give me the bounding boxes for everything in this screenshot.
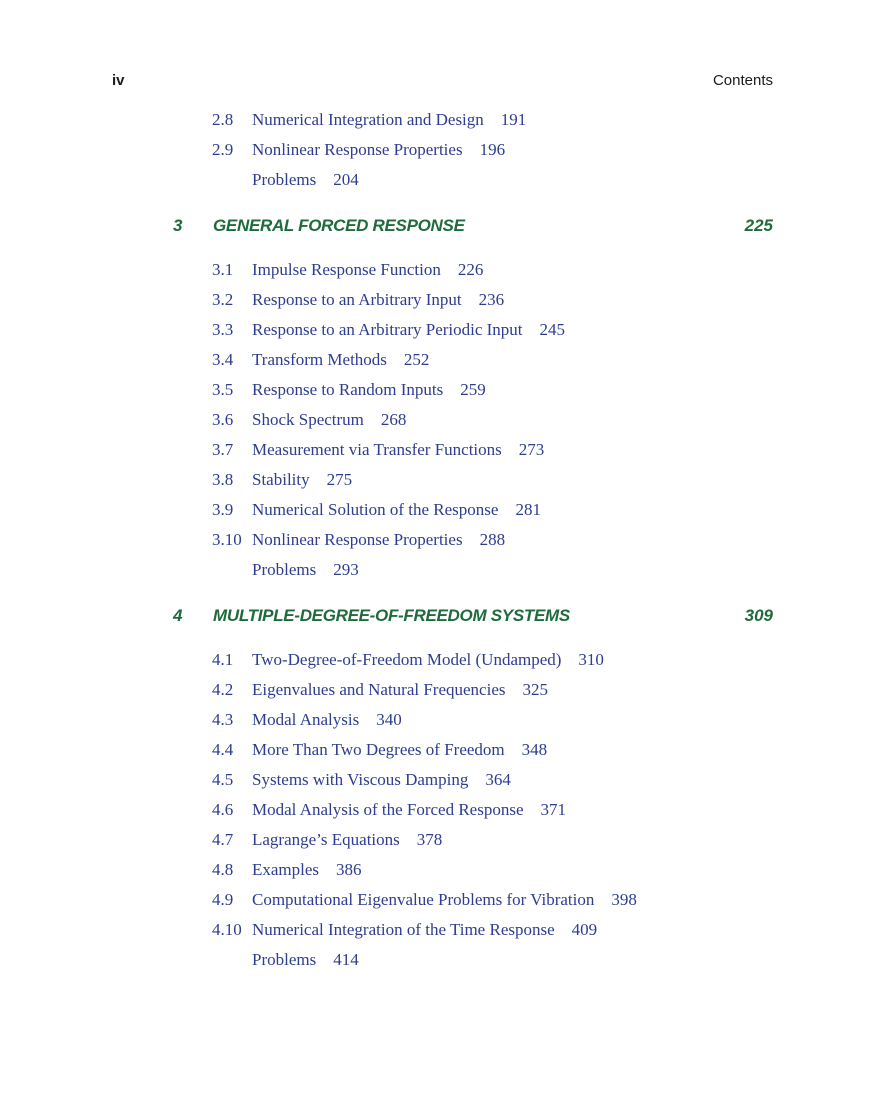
section-number: 4.5 — [212, 770, 234, 789]
toc-entry[interactable] — [0, 315, 885, 345]
section-title: Shock Spectrum — [252, 410, 364, 429]
section-title: Lagrange’s Equations — [252, 830, 400, 849]
section-page: 288 — [479, 530, 506, 549]
section-title: Modal Analysis of the Forced Response — [252, 800, 524, 819]
section-page: 409 — [571, 920, 598, 939]
section-title: Stability — [252, 470, 310, 489]
section-number: 3.10 — [212, 530, 242, 549]
toc-entry[interactable] — [0, 105, 885, 135]
section-number: 3.1 — [212, 260, 234, 279]
table-of-contents — [0, 105, 885, 975]
chapter-number: 4 — [173, 606, 183, 625]
running-head — [112, 70, 773, 92]
section-title: Transform Methods — [252, 350, 387, 369]
toc-entry[interactable] — [0, 345, 885, 375]
section-page: 348 — [521, 740, 548, 759]
page-folio: iv — [112, 72, 125, 89]
running-title: Contents — [712, 72, 773, 89]
chapter-title: GENERAL FORCED RESPONSE — [213, 216, 465, 235]
section-page: 364 — [485, 770, 511, 789]
section-title: Nonlinear Response Properties — [252, 140, 463, 159]
section-number: 4.9 — [212, 890, 234, 909]
section-number: 3.6 — [212, 410, 234, 429]
toc-entry[interactable] — [0, 855, 885, 885]
toc-entry[interactable] — [0, 255, 885, 285]
section-title: Problems — [252, 950, 317, 969]
chapter-heading-3[interactable] — [0, 207, 885, 245]
section-page: 371 — [540, 800, 566, 819]
section-title: Numerical Integration and Design — [252, 110, 484, 129]
section-page: 386 — [336, 860, 362, 879]
section-page: 293 — [333, 560, 359, 579]
section-title: Two-Degree-of-Freedom Model (Undamped) — [252, 650, 562, 669]
toc-entry[interactable] — [0, 375, 885, 405]
toc-entry[interactable] — [0, 435, 885, 465]
toc-entry[interactable] — [0, 915, 885, 945]
toc-entry[interactable] — [0, 795, 885, 825]
toc-entry[interactable] — [0, 285, 885, 315]
section-page: 196 — [479, 140, 506, 159]
toc-entry[interactable] — [0, 825, 885, 855]
section-page: 226 — [457, 260, 484, 279]
toc-entry[interactable] — [0, 735, 885, 765]
section-number: 3.9 — [212, 500, 234, 519]
section-page: 204 — [333, 170, 359, 189]
section-page: 273 — [518, 440, 545, 459]
section-title: Examples — [252, 860, 320, 879]
section-title: Response to an Arbitrary Input — [252, 290, 462, 309]
section-number: 4.3 — [212, 710, 234, 729]
section-number: 4.7 — [212, 830, 234, 849]
section-title: Impulse Response Function — [252, 260, 441, 279]
section-number: 2.8 — [212, 110, 234, 129]
section-page: 236 — [478, 290, 505, 309]
section-number: 4.6 — [212, 800, 234, 819]
section-page: 378 — [416, 830, 443, 849]
toc-entry[interactable] — [0, 555, 885, 585]
section-page: 245 — [539, 320, 566, 339]
section-page: 325 — [522, 680, 548, 699]
section-page: 414 — [333, 950, 359, 969]
toc-entry[interactable] — [0, 645, 885, 675]
section-page: 281 — [515, 500, 541, 519]
toc-entry[interactable] — [0, 675, 885, 705]
toc-entry[interactable] — [0, 705, 885, 735]
toc-entry[interactable] — [0, 465, 885, 495]
section-page: 310 — [578, 650, 604, 669]
toc-entry[interactable] — [0, 525, 885, 555]
toc-entry[interactable] — [0, 765, 885, 795]
section-title: Response to Random Inputs — [252, 380, 444, 399]
toc-entry[interactable] — [0, 885, 885, 915]
section-title: Problems — [252, 560, 317, 579]
section-number: 3.5 — [212, 380, 234, 399]
section-number: 2.9 — [212, 140, 234, 159]
chapter-number: 3 — [173, 216, 183, 235]
section-page: 191 — [500, 110, 527, 129]
section-number: 4.1 — [212, 650, 234, 669]
toc-entry[interactable] — [0, 405, 885, 435]
section-title: Systems with Viscous Damping — [252, 770, 469, 789]
section-number: 3.3 — [212, 320, 234, 339]
toc-entry[interactable] — [0, 495, 885, 525]
chapter-title: MULTIPLE-DEGREE-OF-FREEDOM SYSTEMS — [213, 606, 570, 625]
chapter-heading-4[interactable] — [0, 597, 885, 635]
section-number: 4.2 — [212, 680, 234, 699]
chapter-page: 225 — [744, 216, 773, 235]
section-title: Eigenvalues and Natural Frequencies — [252, 680, 506, 699]
section-number: 3.7 — [212, 440, 234, 459]
section-title: Numerical Integration of the Time Response — [252, 920, 555, 939]
section-number: 3.4 — [212, 350, 234, 369]
section-number: 4.4 — [212, 740, 234, 759]
section-title: Response to an Arbitrary Periodic Input — [252, 320, 523, 339]
section-page: 340 — [376, 710, 402, 729]
section-title: Modal Analysis — [252, 710, 360, 729]
section-title: Numerical Solution of the Response — [252, 500, 499, 519]
section-page: 268 — [380, 410, 407, 429]
section-page: 398 — [611, 890, 637, 909]
section-title: Measurement via Transfer Functions — [252, 440, 502, 459]
section-title: Computational Eigenvalue Problems for Vibration — [252, 890, 595, 909]
section-page: 259 — [460, 380, 486, 399]
section-page: 252 — [403, 350, 430, 369]
chapter-page: 309 — [744, 606, 773, 625]
toc-entry[interactable] — [0, 165, 885, 195]
section-title: More Than Two Degrees of Freedom — [252, 740, 505, 759]
section-page: 275 — [326, 470, 353, 489]
toc-entry[interactable] — [0, 945, 885, 975]
section-title: Problems — [252, 170, 317, 189]
section-title: Nonlinear Response Properties — [252, 530, 463, 549]
section-number: 4.10 — [212, 920, 242, 939]
toc-entry[interactable] — [0, 135, 885, 165]
section-number: 3.2 — [212, 290, 234, 309]
section-number: 4.8 — [212, 860, 234, 879]
section-number: 3.8 — [212, 470, 234, 489]
